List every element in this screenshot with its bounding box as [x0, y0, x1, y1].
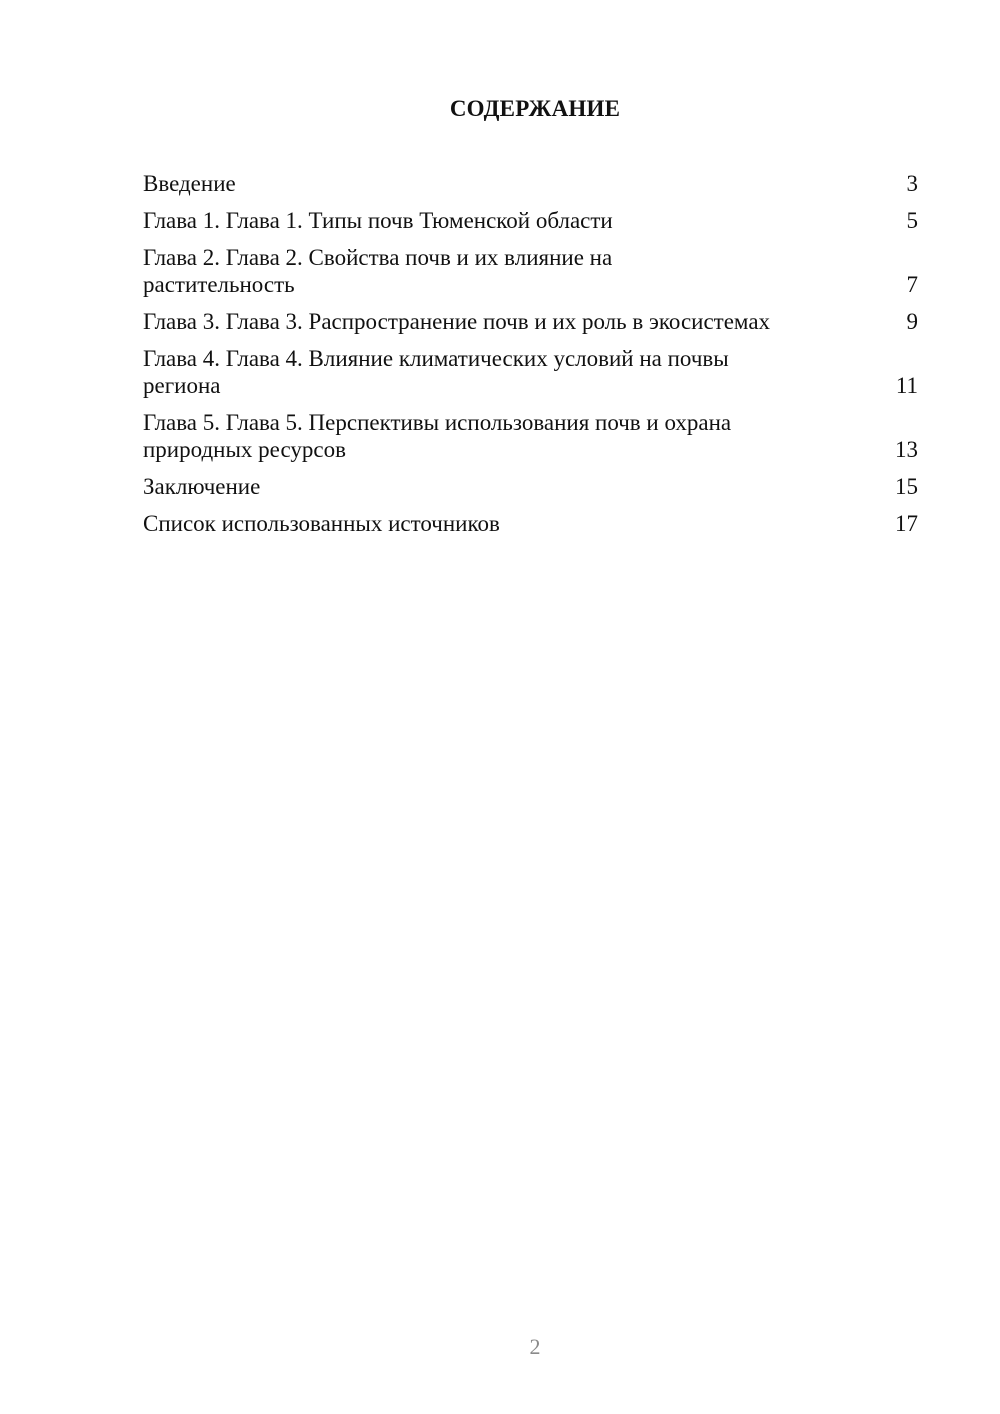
toc-entry-label: Заключение	[143, 474, 261, 499]
table-of-contents	[143, 170, 918, 547]
toc-entry-page: 13	[895, 437, 918, 462]
toc-entry-page: 5	[906, 208, 918, 233]
toc-entry-chapter-2[interactable]	[143, 244, 918, 298]
toc-entry-page: 17	[895, 511, 918, 536]
toc-entry-page: 9	[906, 309, 918, 334]
toc-entry-page: 15	[895, 474, 918, 499]
toc-entry-conclusion[interactable]	[143, 473, 918, 500]
toc-entry-label: Глава 2. Глава 2. Свойства почв и их влияние на растительность	[143, 245, 613, 297]
toc-entry-label: Глава 5. Глава 5. Перспективы использования почв и охрана природных ресурсов	[143, 410, 732, 462]
page-number: 2	[529, 1334, 541, 1359]
toc-entry-introduction[interactable]	[143, 170, 918, 197]
toc-entry-chapter-3[interactable]	[143, 308, 918, 335]
toc-entry-page: 11	[895, 373, 918, 398]
toc-entry-references[interactable]	[143, 510, 918, 537]
toc-entry-chapter-5[interactable]	[143, 409, 918, 463]
toc-entry-label: Глава 3. Глава 3. Распространение почв и их роль в экосистемах	[143, 309, 771, 334]
toc-entry-chapter-1[interactable]	[143, 207, 918, 234]
toc-entry-label: Глава 4. Глава 4. Влияние климатических условий на почвы региона	[143, 346, 729, 398]
toc-entry-label: Глава 1. Глава 1. Типы почв Тюменской области	[143, 208, 613, 233]
toc-entry-page: 7	[906, 272, 918, 297]
toc-entry-chapter-4[interactable]	[143, 345, 918, 399]
page-title: СОДЕРЖАНИЕ	[449, 96, 621, 121]
toc-entry-label: Список использованных источников	[143, 511, 500, 536]
toc-entry-page: 3	[906, 171, 918, 196]
toc-entry-label: Введение	[143, 171, 236, 196]
